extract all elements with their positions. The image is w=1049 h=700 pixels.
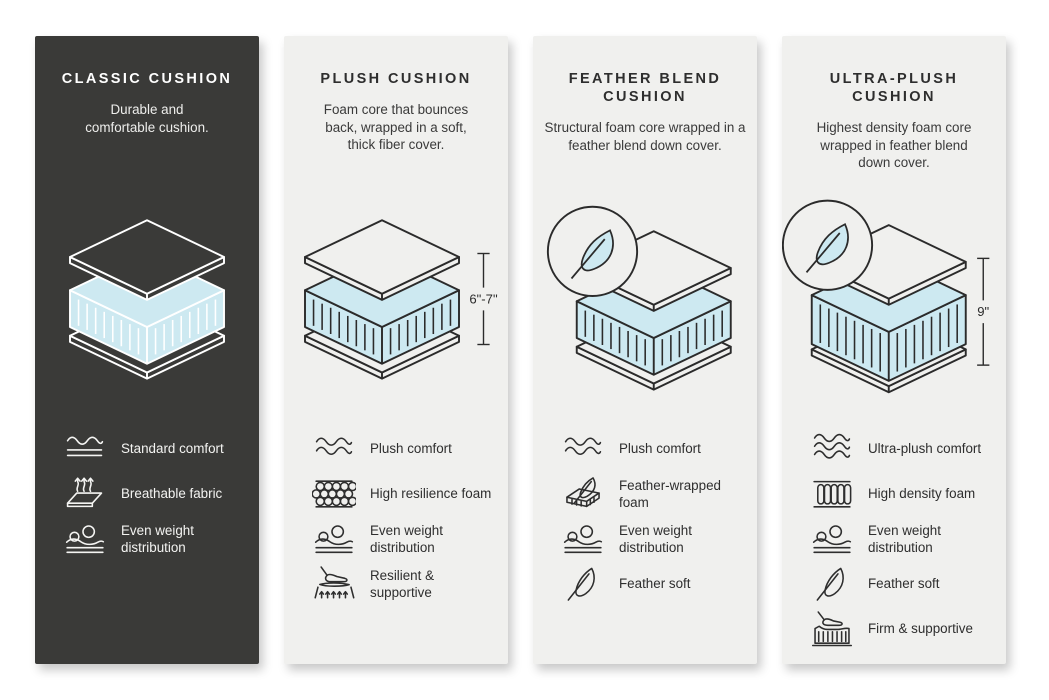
feature-label: Feather soft <box>619 576 691 592</box>
card-description: Durable and comfortable cushion. <box>85 102 209 135</box>
feature-label: Ultra-plush comfort <box>868 441 982 457</box>
feature-label: Plush comfort <box>370 441 452 457</box>
feature-row <box>561 565 749 603</box>
cushion-layers-illustration <box>35 180 259 418</box>
ultra-plush-wave-icon <box>810 430 854 468</box>
card-description: Structural foam core wrapped in a feather blend down cover. <box>544 120 746 153</box>
feature-row <box>561 430 749 468</box>
feature-label: High resilience foam <box>370 486 492 502</box>
feather-icon <box>561 565 605 603</box>
feature-label: Even weight distribution <box>370 522 443 555</box>
feature-row <box>561 475 749 513</box>
feature-row <box>63 475 251 513</box>
weight-distribution-icon <box>810 520 854 558</box>
resilient-support-icon <box>312 565 356 603</box>
feature-row <box>810 475 998 513</box>
card-title: FEATHER BLEND CUSHION <box>568 71 722 106</box>
feature-label: Firm & supportive <box>868 621 973 637</box>
card-plush-cushion <box>284 36 508 664</box>
feature-list <box>35 418 259 558</box>
feature-list <box>782 418 1006 648</box>
weight-distribution-icon <box>312 520 356 558</box>
feature-label: Feather soft <box>868 576 940 592</box>
foam-cells-icon <box>312 475 356 513</box>
feather-icon <box>810 565 854 603</box>
feature-label: Even weight distribution <box>619 522 692 555</box>
feature-row <box>561 520 749 558</box>
card-header <box>35 70 259 180</box>
card-ultra-plush-cushion <box>782 36 1006 664</box>
feature-list <box>284 418 508 603</box>
height-measurement: 6"-7" <box>469 291 498 307</box>
card-title: PLUSH CUSHION <box>320 71 472 87</box>
feather-foam-icon <box>561 475 605 513</box>
firm-support-icon <box>810 610 854 648</box>
plush-wave-icon <box>561 430 605 468</box>
feature-row <box>312 475 500 513</box>
weight-distribution-icon <box>561 520 605 558</box>
card-description: Highest density foam core wrapped in feather blend down cover. <box>816 120 972 171</box>
card-header <box>782 70 1006 180</box>
height-measurement: 9" <box>977 303 990 319</box>
high-density-foam-icon <box>810 475 854 513</box>
card-row <box>35 36 1006 664</box>
cushion-layers-illustration <box>782 180 1006 418</box>
feature-row <box>63 430 251 468</box>
plush-wave-icon <box>312 430 356 468</box>
card-title: CLASSIC CUSHION <box>61 71 233 87</box>
feature-label: Standard comfort <box>121 441 224 457</box>
feature-row <box>810 565 998 603</box>
feature-row <box>63 520 251 558</box>
feature-row <box>312 520 500 558</box>
feature-row <box>312 430 500 468</box>
card-header <box>284 70 508 180</box>
cushion-layers-illustration <box>284 180 508 418</box>
feature-label: Resilient & supportive <box>370 567 435 600</box>
feature-row <box>810 610 998 648</box>
feature-label: Even weight distribution <box>121 522 194 555</box>
feature-label: Feather-wrapped foam <box>619 477 721 510</box>
feature-list <box>533 418 757 603</box>
feature-label: Plush comfort <box>619 441 701 457</box>
feature-row <box>810 430 998 468</box>
card-feather-blend-cushion <box>533 36 757 664</box>
breathable-fabric-icon <box>63 475 107 513</box>
card-header <box>533 70 757 180</box>
weight-distribution-icon <box>63 520 107 558</box>
card-classic-cushion <box>35 36 259 664</box>
comfort-wave-icon <box>63 430 107 468</box>
card-description: Foam core that bounces back, wrapped in a soft, thick fiber cover. <box>323 102 469 152</box>
card-title: ULTRA-PLUSH CUSHION <box>829 71 959 106</box>
feature-label: Breathable fabric <box>121 486 223 502</box>
feature-label: Even weight distribution <box>868 522 941 555</box>
cushion-layers-illustration <box>533 180 757 418</box>
feature-row <box>312 565 500 603</box>
feature-label: High density foam <box>868 486 976 502</box>
feature-row <box>810 520 998 558</box>
